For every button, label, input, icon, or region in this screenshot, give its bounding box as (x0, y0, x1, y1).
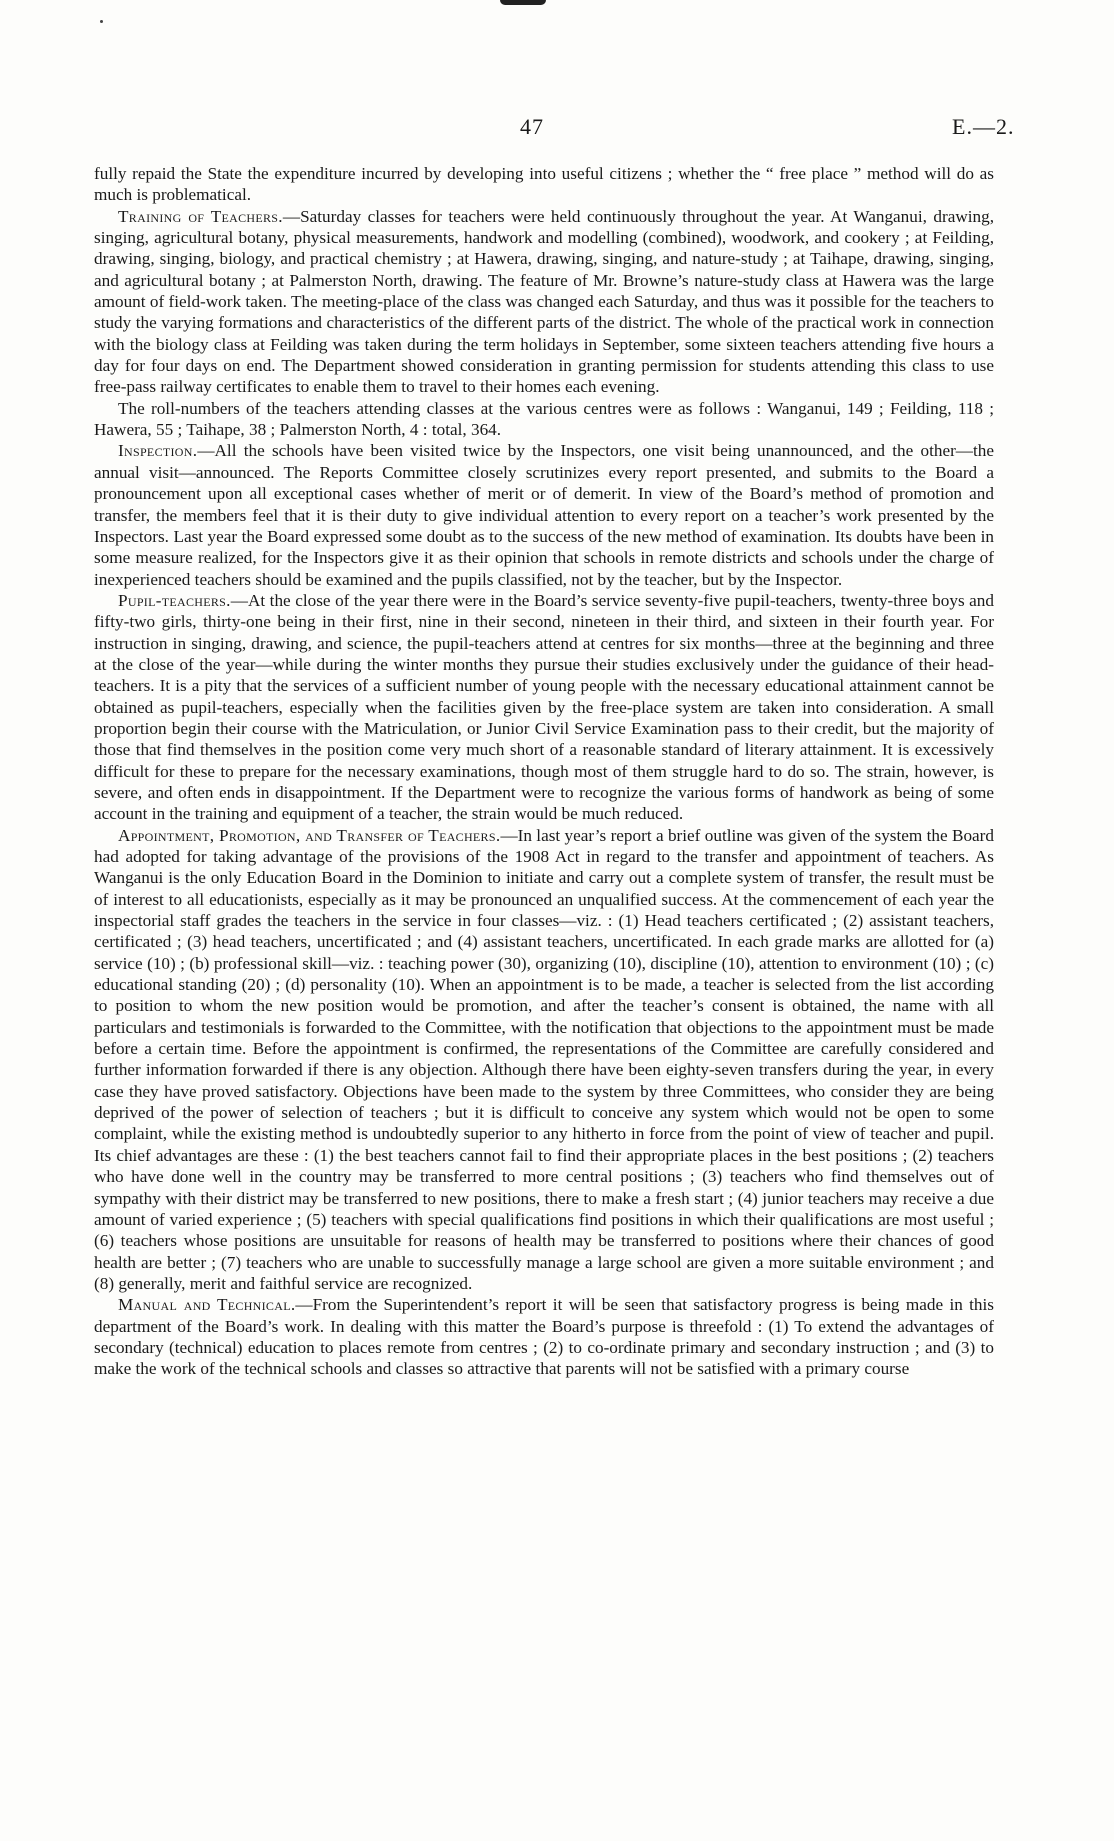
paragraph-inspection (94, 440, 994, 589)
paragraph-appointment-promotion-transfer (94, 825, 994, 1295)
paragraph-text: fully repaid the State the expenditure incurred by developing into useful citizens ; whether the “ free place ” method will do as much is problematical. (94, 164, 994, 205)
paragraph-manual-and-technical (94, 1294, 994, 1379)
section-heading: Inspection. (118, 441, 198, 461)
paragraph-text: —From the Superintendent’s report it will be seen that satisfactory progress is being made in this department of the Board’s work. In dealing with this matter the Board’s purpose is threefold : (1) To extend the advantages of secondary (technical) education to places remote from centres ; (2) to co-ordinate primary and secondary instruction ; and (3) to make the work of the technical schools and classes so attractive that parents will not be satisfied with a primary course (94, 1295, 994, 1379)
section-heading: Manual and Technical. (118, 1295, 296, 1315)
body-text (94, 163, 994, 1380)
binding-mark (500, 0, 546, 5)
page-reference: E.—2. (952, 114, 1015, 139)
paragraph-training-of-teachers (94, 206, 994, 398)
paragraph-text: —Saturday classes for teachers were held continuously throughout the year. At Wanganui, drawing, singing, agricultural botany, physical measurements, handwork and modelling (combined), woodwork, and cookery ; at Feilding, drawing, singing, biology, and practical chemistry ; at Hawera, drawing, singing, and nature-study ; at Taihape, drawing, singing, and agricultural botany ; at Palmerston North, drawing. The feature of Mr. Browne’s nature-study class at Hawera was the large amount of field-work taken. The meeting-place of the class was changed each Saturday, and thus was it possible for the teachers to study the varying formations and characteristics of the different parts of the district. The whole of the practical work in connection with the biology class at Feilding was taken during the term holidays in September, some sixteen teachers attending five hours a day for four days on end. The Department showed consideration in granting permission for students attending this class to use free-pass railway certificates to enable them to travel to their homes each evening. (94, 206, 994, 397)
page-number: 47 (520, 114, 544, 139)
paragraph-pupil-teachers (94, 590, 994, 825)
section-heading: Appointment, Promotion, and Transfer of Teachers. (118, 825, 501, 845)
paragraph-continuation (94, 163, 994, 206)
section-heading: Training of Teachers. (118, 206, 283, 226)
paragraph-roll-numbers (94, 398, 994, 441)
paragraph-text: —All the schools have been visited twice by the Inspectors, one visit being unannounced, and the other—the annual visit—announced. The Reports Committee closely scrutinizes every report presented, and submits to the Board a pronouncement upon all exceptional cases whether of merit or of demerit. In view of the Board’s method of promotion and transfer, the members feel that it is their duty to give individual attention to every report on a teacher’s work presented by the Inspectors. Last year the Board expressed some doubt as to the success of the new method of examination. Its doubts have been in some measure realized, for the Inspectors give it as their opinion that schools in remote districts and schools under the charge of inexperienced teachers should be examined and the pupils classified, not by the teacher, but by the Inspector. (94, 441, 994, 589)
paragraph-text: —In last year’s report a brief outline was given of the system the Board had adopted for taking advantage of the provisions of the 1908 Act in regard to the transfer and appointment of teachers. As Wanganui is the only Education Board in the Dominion to initiate and carry out a complete system of transfer, the result must be of interest to all educationists, especially as it may be pronounced an unqualified success. At the commencement of each year the inspectorial staff grades the teachers in the service in four classes—viz. : (1) Head teachers certificated ; (2) assistant teachers, certificated ; (3) head teachers, uncertificated ; and (4) assistant teachers, uncertificated. In each grade marks are allotted for (a) service (10) ; (b) professional skill—viz. : teaching power (30), organizing (10), discipline (10), attention to environment (10) ; (c) educational standing (20) ; (d) personality (10). When an appointment is to be made, a teacher is selected from the list according to position to whom the new position would be promotion, and after the teacher’s consent is obtained, the name with all particulars and testimonials is forwarded to the Committee, with the notification that objections to the appointment must be made before a certain time. Before the appointment is confirmed, the representations of the Committee are carefully considered and further information forwarded if there is any objection. Although there have been eighty-seven transfers during the year, in every case they have proved satisfactory. Objections have been made to the system by three Committees, who consider they are being deprived of the power of selection of teachers ; but it is difficult to conceive any system which would not be open to some complaint, while the existing method is undoubtedly superior to any hitherto in force from the point of view of teacher and pupil. Its chief advantages are these : (1) the best teachers cannot fail to find their appropriate places in the best positions ; (2) teachers who have done well in the country may be transferred to more central positions ; (3) teachers who find themselves out of sympathy with their district may be transferred to new positions, there to make a fresh start ; (4) junior teachers may receive a due amount of varied experience ; (5) teachers with special qualifications find positions in which their qualifications are most useful ; (6) teachers whose positions are unsuitable for reasons of health may be transferred to positions where their chances of good health are better ; (7) teachers who are unable to successfully manage a large school are given a more suitable environment ; and (8) generally, merit and faithful service are recognized. (94, 825, 994, 1293)
paragraph-text: —At the close of the year there were in the Board’s service seventy-five pupil-teachers, twenty-three boys and fifty-two girls, thirty-one being in their first, nine in their second, nineteen in their third, and sixteen in their fourth year. For instruction in singing, drawing, and science, the pupil-teachers attend at centres for six months—three at the beginning and three at the close of the year—while during the winter months they pursue their studies exclusively under the guidance of their head-teachers. It is a pity that the services of a sufficient number of young people with the necessary educational attainment cannot be obtained as pupil-teachers, especially when the facilities given by the free-place system are taken into consideration. A small proportion begin their course with the Matriculation, or Junior Civil Service Examination pass to their credit, but the majority of those that find themselves in the position come very much short of a reasonable standard of literary attainment. It is excessively difficult for these to prepare for the necessary examinations, though most of them struggle hard to do so. The strain, however, is severe, and often ends in disappointment. If the Department were to recognize the various forms of handwork as being of some account in the training and equipment of a teacher, the strain would be much reduced. (94, 590, 994, 824)
margin-dot (100, 20, 103, 23)
paragraph-text: The roll-numbers of the teachers attending classes at the various centres were as follows : Wanganui, 149 ; Feilding, 118 ; Hawera, 55 ; Taihape, 38 ; Palmerston North, 4 : total, 364. (94, 398, 994, 440)
section-heading: Pupil-teachers. (118, 590, 231, 610)
